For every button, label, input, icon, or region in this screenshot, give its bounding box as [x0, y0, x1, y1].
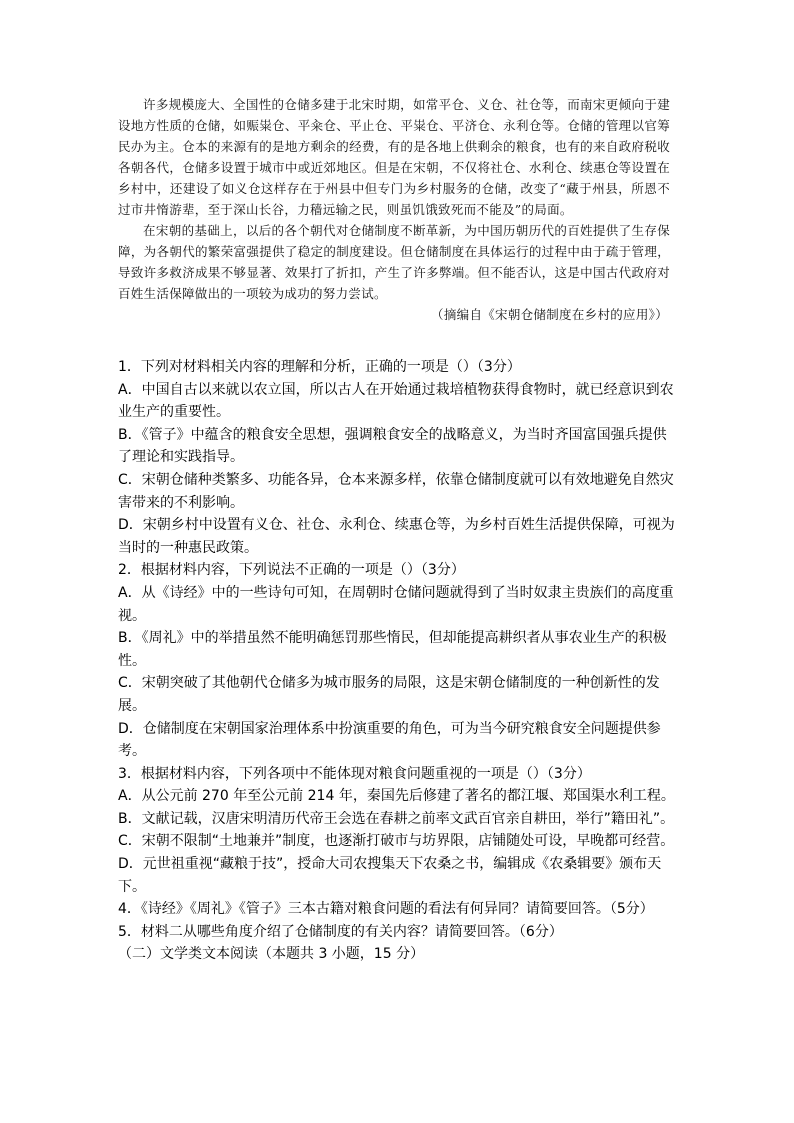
question-3-option-c: C．宋朝不限制“土地兼并”制度，也逐渐打破市与坊界限，店铺随处可设，早晚都可经营。	[118, 833, 675, 850]
question-5: 5．材料二从哪些角度介绍了仓储制度的有关内容？请简要回答。（6分）	[118, 923, 563, 940]
passage-paragraph: 在宋朝的基础上，以后的各个朝代对仓储制度不断革新，为中国历朝历代的百姓提供了生存保障，为各朝代的繁荣富强提供了稳定的制度建设。但仓储制度在具体运行的过程中由于疏于管理，导致许多救济成果不够显著、效果打了折扣，产生了许多弊端。但不能否认，这是中国古代政府对百姓生活保障做出的一项较为成功的努力尝试。	[118, 223, 670, 301]
question-3-option-b: B．文献记载，汉唐宋明清历代帝王会选在春耕之前率文武百官亲自耕田，举行”籍田礼”。	[118, 810, 675, 827]
question-2-option-d: D．仓储制度在宋朝国家治理体系中扮演重要的角色，可为当今研究粮食安全问题提供参考。	[118, 720, 661, 760]
question-2-stem: 2．根据材料内容，下列说法不正确的一项是（）（3分）	[118, 562, 465, 579]
question-4: 4．《诗经》《周礼》《管子》三本古籍对粮食问题的看法有何异同？请简要回答。（5分）	[118, 901, 654, 918]
question-1-option-c: C．宋朝仓储种类繁多、功能各异，仓本来源多样，依靠仓储制度就可以有效地避免自然灾害带来的不利影响。	[118, 471, 674, 511]
question-2-option-c: C．宋朝突破了其他朝代仓储多为城市服务的局限，这是宋朝仓储制度的一种创新性的发展。	[118, 675, 660, 714]
question-2-option-a: A．从《诗经》中的一些诗句可知，在周朝时仓储问题就得到了当时奴隶主贵族们的高度重视。	[118, 584, 674, 624]
question-1-option-b: B．《管子》中蕴含的粮食安全思想，强调粮食安全的战略意义，为当时齐国富国强兵提供了理论和实践指导。	[118, 426, 667, 466]
question-1-option-a: A．中国自古以来就以农立国，所以古人在开始通过栽培植物获得食物时，就已经意识到农业生产的重要性。	[118, 381, 674, 421]
question-2-option-b: B．《周礼》中的举措虽然不能明确惩罚那些惰民，但却能提高耕织者从事农业生产的积极性。	[118, 630, 667, 669]
question-3-stem: 3．根据材料内容，下列各项中不能体现对粮食问题重视的一项是（）（3分）	[118, 765, 591, 782]
question-1-option-d: D．宋朝乡村中设置有义仓、社仓、永利仓、续惠仓等，为乡村百姓生活提供保障，可视为当时的一种惠民政策。	[118, 517, 675, 556]
question-1-stem: 1．下列对材料相关内容的理解和分析，正确的一项是（）（3分）	[118, 359, 521, 375]
section-heading: （二）文学类文本阅读（本题共 3 小题，15 分）	[118, 946, 425, 963]
question-list	[118, 356, 678, 966]
reading-passage	[118, 94, 670, 325]
passage-paragraph: 许多规模庞大、全国性的仓储多建于北宋时期，如常平仓、义仓、社仓等，而南宋更倾向于建设地方性质的仓储，如赈粜仓、平籴仓、平止仓、平粜仓、平济仓、永利仓等。仓储的管理以官筹民办为主。仓本的来源有的是地方剩余的经费，有的是各地上供剩余的粮食，也有的来自政府税收各朝各代，仓储多设置于城市中或近郊地区。但是在宋朝，不仅将社仓、水利仓、续惠仓等设置在乡村中，还建设了如义仓这样存在于州县中但专门为乡村服务的仓储，改变了“藏于州县，所恩不过市井惰游辈，至于深山长谷，力穑远输之民，则虽饥饿致死而不能及”的局面。	[118, 97, 670, 217]
passage-source: （摘编自《宋朝仓储制度在乡村的应用》）	[431, 307, 668, 322]
question-3-option-a: A．从公元前 270 年至公元前 214 年，秦国先后修建了著名的都江堰、郑国渠水利工程。	[118, 788, 675, 805]
question-3-option-d: D．元世祖重视“藏粮于技”，授命大司农搜集天下农桑之书，编辑成《农桑辑要》颁布天下。	[118, 856, 662, 895]
